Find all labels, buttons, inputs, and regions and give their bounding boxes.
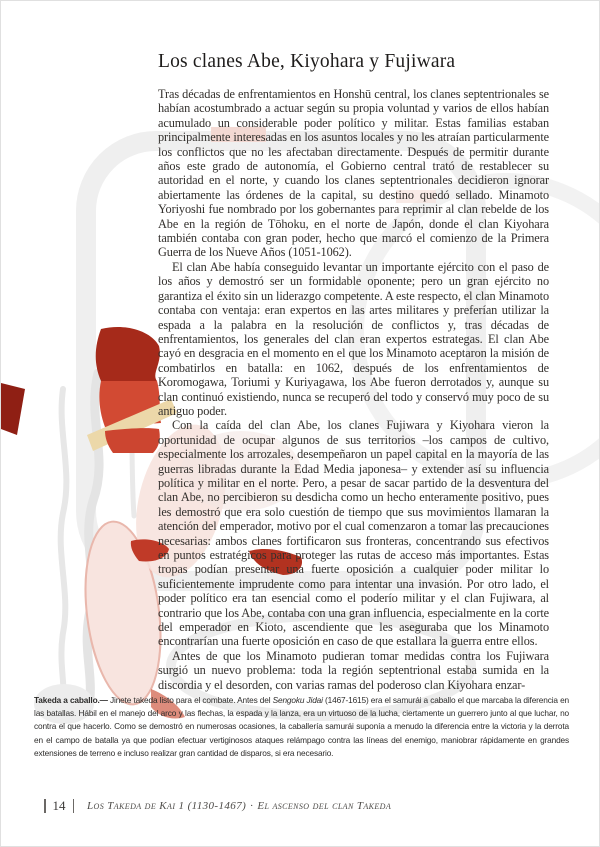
- footer-bar-left: [44, 799, 46, 813]
- illustration-caption: [34, 694, 569, 760]
- caption-text-after-italic: (1467-1615) era el samurái a caballo el que marcaba la diferencia en las batallas. Hábil en el manejo del arco y las flechas, la espada y la lanza, era un virtuoso de la lucha, ciertamente un guerrero junto al que luchar, no contra el que hacerlo. Como se demostró en numerosas ocasiones, la caballería samurái suponía a menudo la diferencia entre la victoria y la derrota en el campo de batalla ya que podían efectuar vertiginosos ataques relámpago contra las líneas del enemigo, maniobrar rápidamente en grandes extensiones de terreno e incluso realizar gran cantidad de disparos, si era necesario.: [34, 695, 570, 758]
- caption-text-before-italic: Jinete takeda listo para el combate. Antes del: [107, 695, 273, 705]
- body-paragraph-2: El clan Abe había conseguido levantar un importante ejército con el paso de los años y demostró ser un formidable oponente; pero un gran ejército no garantiza el éxito sin un liderazgo competente. A este respecto, el clan Minamoto contaba con ventaja: eran expertos en las artes militares y preferían utilizar la espada a la palabra en la resolución de conflictos y, tras décadas de enfrentamientos, los generales del clan eran expertos estrategas. El clan Abe cayó en desgracia en el momento en el que los Minamoto aceptaron la misión de combatirlos en batalla: en 1062, después de los enfrentamientos de Koromogawa, Toriumi y Kuriyagawa, los Abe fueron derrotados y, aunque su clan continuó existiendo, nunca se recuperó del todo y conservó muy poco de su antiguo poder.: [158, 259, 549, 418]
- body-paragraph-4: Antes de que los Minamoto pudieran tomar medidas contra los Fujiwara surgió un nuevo problema: toda la región septentrional estaba sumida en la discordia y el desorden, con varias ramas del poderoso clan Kiyohara enzar-: [158, 648, 549, 692]
- page-title: Los clanes Abe, Kiyohara y Fujiwara: [158, 51, 456, 72]
- footer-separator: ·: [250, 800, 254, 812]
- body-paragraph-1: Tras décadas de enfrentamientos en Honshū central, los clanes septentrionales se habían acostumbrado a actuar según su propia voluntad y varios de ellos habían acumulado un considerable poder político y militar. Estas familias estaban principalmente interesadas en los asuntos locales y no les atraían particularmente los conflictos que no les afectaban directamente. Después de permitir durante años este grado de autonomía, el Gobierno central trató de restablecer su autoridad en el norte, y cuando los clanes septentrionales decidieron ignorar abiertamente las órdenes de la capital, su destino quedó sellado. Minamoto Yoriyoshi fue nombrado por los gobernantes para reprimir al clan rebelde de los Abe en la región de Tōhoku, en el norte de Japón, donde el clan Kiyohara también contaba con gran poder, hecho que marcó el comienzo de la Primera Guerra de los Nueve Años (1051-1062).: [158, 87, 549, 260]
- caption-italic-term: Sengoku Jidai: [272, 695, 323, 705]
- page-number: 14: [52, 798, 66, 813]
- book-title: Los Takeda de Kai 1 (1130-1467): [87, 800, 247, 812]
- body-paragraph-3: Con la caída del clan Abe, los clanes Fujiwara y Kiyohara vieron la oportunidad de ocupar algunos de sus territorios –los campos de cultivo, especialmente los arrozales, desempeñaron un papel capital en la mayoría de las guerras libradas durante la Edad Media japonesa– y extender así su influencia política y militar en el norte. Pero, a pesar de sacar partido de la desventura del clan Abe, no percibieron su desdicha como un hecho enteramente positivo, pues les demostró que era solo cuestión de tiempo que sus movimientos llamaran la atención del emperador, motivo por el cual comenzaron a tomar las precauciones necesarias: ambos clanes fortificaron sus fronteras, concentrando sus efectivos en puntos estratégicos para proteger las rutas de acceso más importantes. Estas tropas podían presentar una fuerte oposición a cualquier poder militar lo suficientemente imprudente como para intentar una invasión. Por otro lado, el poder político era tan esencial como el poderío militar y el clan Fujiwara, al contrario que los Abe, contaba con una gran influencia, especialmente en la corte del emperador en Kioto, ascendiente que les aseguraba que los Minamoto encontrarían una fuerte oposición en caso de que estallara la guerra entre ellos.: [158, 418, 549, 649]
- page-footer: [37, 798, 391, 814]
- running-title: [87, 800, 391, 812]
- body-text: [158, 87, 549, 692]
- chapter-title: El ascenso del clan Takeda: [257, 800, 392, 812]
- main-text-column: [158, 51, 549, 692]
- footer-bar-right: [73, 799, 75, 813]
- caption-lead: Takeda a caballo.—: [34, 695, 108, 705]
